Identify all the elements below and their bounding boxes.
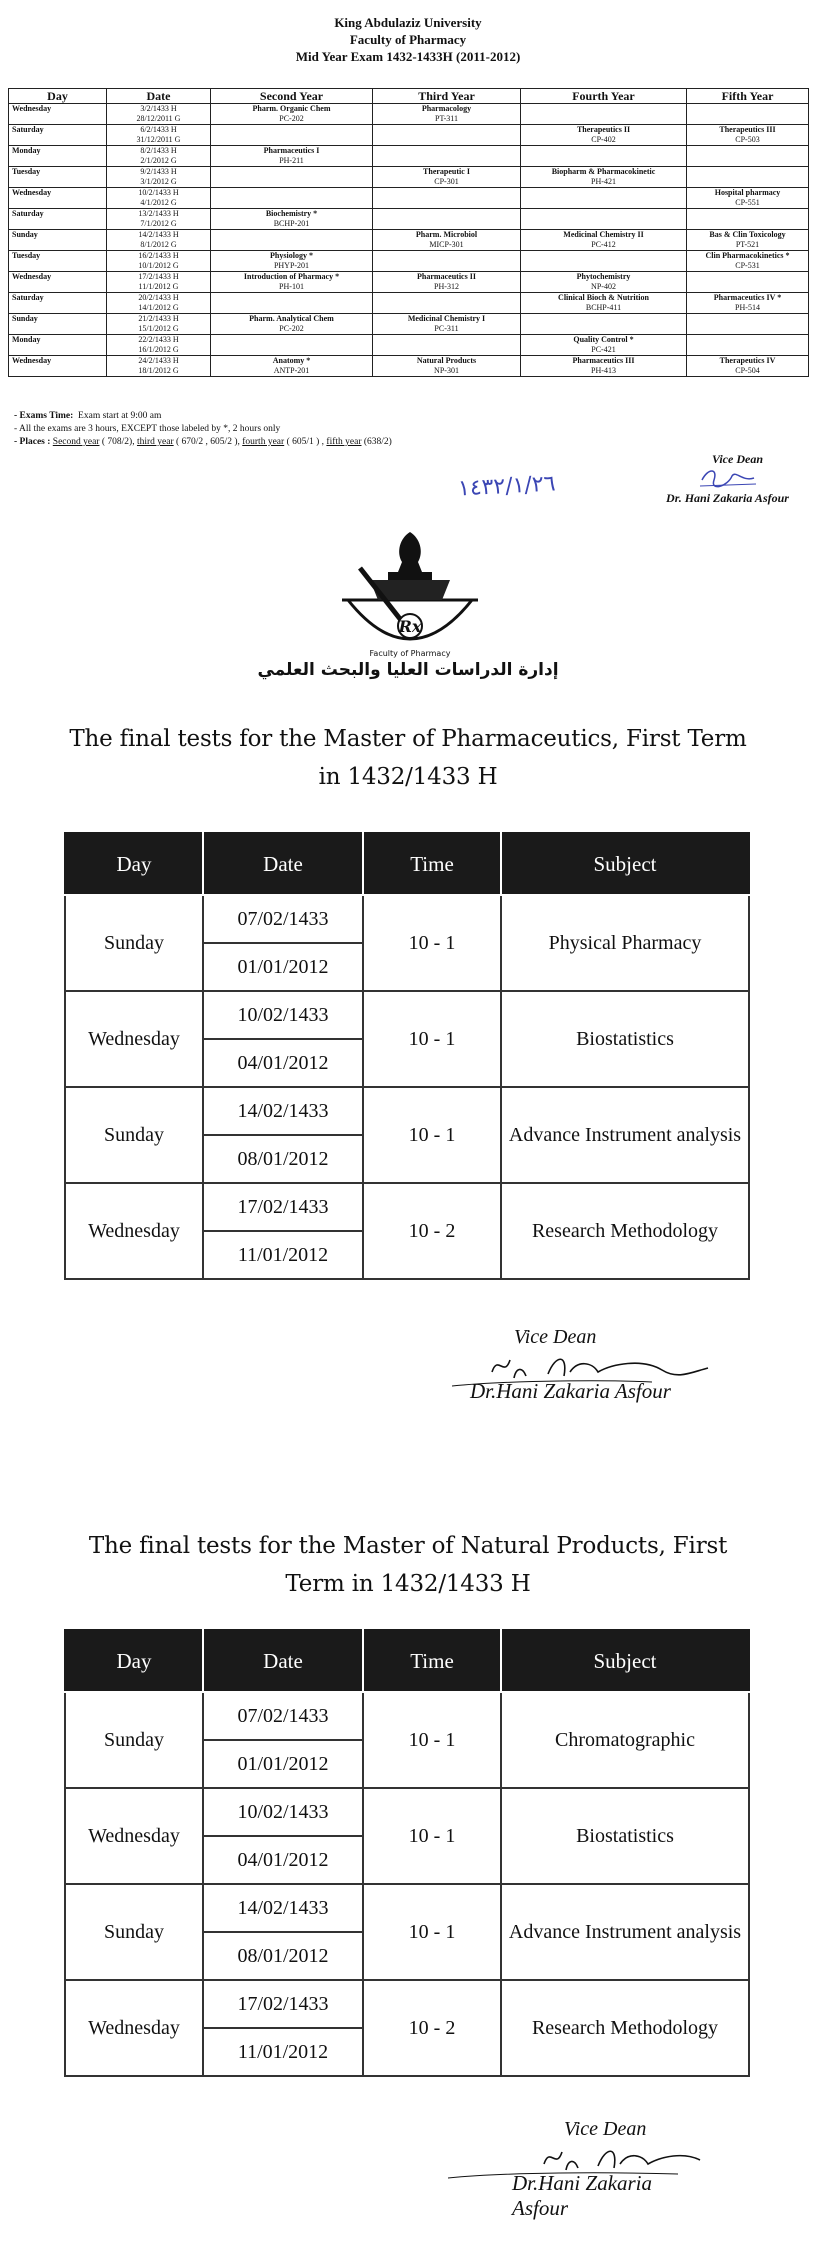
exam-cell-fourth bbox=[521, 167, 687, 188]
table-row bbox=[9, 314, 809, 335]
exam-cell-fourth bbox=[521, 293, 687, 314]
exam-code: PH-211 bbox=[279, 156, 304, 165]
exam-code: PC-202 bbox=[279, 114, 304, 123]
signature-scribble-icon bbox=[448, 2142, 710, 2182]
exam-cell-third bbox=[373, 209, 521, 230]
exam-cell-fourth bbox=[521, 209, 687, 230]
date-hijri: 17/02/1433 bbox=[203, 1183, 363, 1231]
logo-caption: Faculty of Pharmacy bbox=[369, 649, 451, 658]
exam-notes bbox=[14, 410, 392, 449]
table-row bbox=[65, 1692, 749, 1740]
header-subject: Subject bbox=[501, 833, 749, 895]
place-year: third year bbox=[136, 437, 174, 447]
exam-cell-fourth bbox=[521, 272, 687, 293]
pharmaceutics-title-line2: in 1432/1433 H bbox=[318, 764, 498, 790]
day-cell: Wednesday bbox=[65, 991, 203, 1087]
exam-code: PT-311 bbox=[435, 114, 458, 123]
exam-code: CP-503 bbox=[735, 135, 760, 144]
header-day: Day bbox=[9, 89, 107, 104]
exam-cell-fifth bbox=[687, 272, 809, 293]
exam-name: Bas & Clin Toxicology bbox=[709, 230, 786, 239]
time-cell: 10 - 2 bbox=[363, 1980, 501, 2076]
table-row bbox=[9, 335, 809, 356]
exam-cell-fourth bbox=[521, 104, 687, 125]
exam-name: Therapeutic I bbox=[423, 167, 470, 176]
date-cell bbox=[107, 335, 211, 356]
time-cell: 10 - 1 bbox=[363, 991, 501, 1087]
subject-cell: Advance Instrument analysis bbox=[501, 1087, 749, 1183]
table-row bbox=[9, 167, 809, 188]
date-gregorian: 10/1/2012 G bbox=[138, 261, 179, 270]
table-row bbox=[9, 188, 809, 209]
faculty-logo-icon bbox=[330, 528, 490, 664]
exam-cell-fifth bbox=[687, 335, 809, 356]
exam-code: BCHP-411 bbox=[585, 303, 622, 312]
table-row bbox=[65, 1087, 749, 1135]
exam-cell-second bbox=[211, 335, 373, 356]
header-second-year: Second Year bbox=[211, 89, 373, 104]
exam-cell-fourth bbox=[521, 356, 687, 377]
pharmaceutics-signature bbox=[452, 1326, 712, 1404]
date-cell bbox=[107, 230, 211, 251]
exam-code: PC-311 bbox=[434, 324, 459, 333]
subject-cell: Research Methodology bbox=[501, 1980, 749, 2076]
exam-cell-third bbox=[373, 188, 521, 209]
date-cell bbox=[107, 146, 211, 167]
mid-year-exam-table bbox=[8, 88, 809, 377]
date-gregorian: 04/01/2012 bbox=[203, 1039, 363, 1087]
exam-time-value: Exam start at 9:00 am bbox=[78, 411, 162, 421]
date-hijri: 16/2/1433 H bbox=[138, 251, 179, 260]
exam-name: Physiology * bbox=[270, 251, 313, 260]
exam-name: Anatomy * bbox=[272, 356, 311, 365]
exam-code: PH-421 bbox=[591, 177, 616, 186]
exam-name: Biochemistry * bbox=[265, 209, 318, 218]
date-gregorian: 15/1/2012 G bbox=[138, 324, 179, 333]
day-cell: Sunday bbox=[65, 1884, 203, 1980]
exam-name: Pharmaceutics I bbox=[263, 146, 320, 155]
time-cell: 10 - 1 bbox=[363, 1788, 501, 1884]
day-cell: Wednesday bbox=[9, 272, 107, 293]
natural-products-exam-table bbox=[64, 1629, 750, 2077]
exam-cell-second bbox=[211, 314, 373, 335]
date-gregorian: 16/1/2012 G bbox=[138, 345, 179, 354]
date-hijri: 13/2/1433 H bbox=[138, 209, 179, 218]
date-cell bbox=[107, 314, 211, 335]
table-row bbox=[65, 1183, 749, 1231]
exam-cell-second bbox=[211, 104, 373, 125]
day-cell: Saturday bbox=[9, 125, 107, 146]
subject-cell: Physical Pharmacy bbox=[501, 895, 749, 991]
time-cell: 10 - 1 bbox=[363, 1692, 501, 1788]
exam-name: Biopharm & Pharmacokinetic bbox=[551, 167, 656, 176]
exam-name: Pharm. Analytical Chem bbox=[249, 314, 334, 323]
exam-name: Pharm. Microbiol bbox=[415, 230, 478, 239]
exam-cell-fifth bbox=[687, 209, 809, 230]
subject-cell: Chromatographic bbox=[501, 1692, 749, 1788]
exam-name: Pharmaceutics IV * bbox=[713, 293, 782, 302]
date-gregorian: 01/01/2012 bbox=[203, 1740, 363, 1788]
exam-cell-third bbox=[373, 314, 521, 335]
date-gregorian: 04/01/2012 bbox=[203, 1836, 363, 1884]
table-row bbox=[9, 209, 809, 230]
exam-cell-second bbox=[211, 272, 373, 293]
pharmaceutics-title bbox=[0, 720, 816, 796]
day-cell: Monday bbox=[9, 335, 107, 356]
subject-cell: Research Methodology bbox=[501, 1183, 749, 1279]
date-cell bbox=[107, 293, 211, 314]
date-gregorian: 08/01/2012 bbox=[203, 1135, 363, 1183]
handwritten-date: ١٤٣٢/١/٢٦ bbox=[457, 471, 557, 502]
date-hijri: 9/2/1433 H bbox=[140, 167, 177, 176]
table-row bbox=[65, 895, 749, 943]
place-rooms: ( 708/2), bbox=[101, 437, 135, 447]
day-cell: Sunday bbox=[65, 1692, 203, 1788]
exam-code: CP-301 bbox=[434, 177, 459, 186]
date-hijri: 14/02/1433 bbox=[203, 1884, 363, 1932]
date-gregorian: 31/12/2011 G bbox=[136, 135, 181, 144]
exam-name: Clin Pharmacokinetics * bbox=[705, 251, 790, 260]
header-subject: Subject bbox=[501, 1630, 749, 1692]
place-rooms: ( 670/2 , 605/2 ), bbox=[176, 437, 240, 447]
exam-cell-second bbox=[211, 251, 373, 272]
exam-cell-second bbox=[211, 125, 373, 146]
signature-title: Vice Dean bbox=[514, 1326, 597, 1348]
date-gregorian: 01/01/2012 bbox=[203, 943, 363, 991]
day-cell: Wednesday bbox=[9, 104, 107, 125]
table-row bbox=[9, 104, 809, 125]
day-cell: Wednesday bbox=[65, 1183, 203, 1279]
exam-cell-third bbox=[373, 272, 521, 293]
exam-code: PHYP-201 bbox=[273, 261, 310, 270]
header-date: Date bbox=[203, 1630, 363, 1692]
date-hijri: 07/02/1433 bbox=[203, 1692, 363, 1740]
exam-cell-second bbox=[211, 146, 373, 167]
date-cell bbox=[107, 188, 211, 209]
date-hijri: 10/02/1433 bbox=[203, 1788, 363, 1836]
exam-name: Pharmacology bbox=[421, 104, 472, 113]
exam-duration-note: - All the exams are 3 hours, EXCEPT those labeled by *, 2 hours only bbox=[14, 424, 281, 434]
header-time: Time bbox=[363, 833, 501, 895]
exam-name: Pharm. Organic Chem bbox=[252, 104, 331, 113]
exam-cell-fourth bbox=[521, 125, 687, 146]
places-label: - Places : bbox=[14, 437, 51, 447]
document-header bbox=[0, 14, 816, 65]
signature-name: Dr. Hani Zakaria Asfour bbox=[666, 491, 789, 505]
date-hijri: 17/02/1433 bbox=[203, 1980, 363, 2028]
date-gregorian: 08/01/2012 bbox=[203, 1932, 363, 1980]
date-hijri: 6/2/1433 H bbox=[140, 125, 177, 134]
day-cell: Wednesday bbox=[65, 1980, 203, 2076]
signature-title: Vice Dean bbox=[564, 2118, 647, 2140]
exam-code: PH-413 bbox=[591, 366, 616, 375]
top-signature-block bbox=[640, 452, 815, 506]
exam-cell-second bbox=[211, 230, 373, 251]
date-gregorian: 14/1/2012 G bbox=[138, 303, 179, 312]
day-cell: Sunday bbox=[9, 314, 107, 335]
place-year: fourth year bbox=[242, 437, 285, 447]
day-cell: Monday bbox=[9, 146, 107, 167]
exam-cell-third bbox=[373, 104, 521, 125]
pharmaceutics-table-body bbox=[65, 895, 749, 1279]
time-cell: 10 - 1 bbox=[363, 895, 501, 991]
date-gregorian: 7/1/2012 G bbox=[140, 219, 177, 228]
exam-code: MICP-301 bbox=[429, 240, 464, 249]
exam-code: CP-504 bbox=[735, 366, 760, 375]
place-year: Second year bbox=[52, 437, 100, 447]
exam-name: Pharmaceutics II bbox=[417, 272, 476, 281]
signature-scribble-icon bbox=[452, 1350, 714, 1390]
exam-cell-fourth bbox=[521, 188, 687, 209]
date-cell bbox=[107, 104, 211, 125]
date-hijri: 10/2/1433 H bbox=[138, 188, 179, 197]
exam-cell-second bbox=[211, 356, 373, 377]
table-row bbox=[9, 251, 809, 272]
date-gregorian: 11/01/2012 bbox=[203, 1231, 363, 1279]
exam-code: PH-514 bbox=[735, 303, 760, 312]
exam-name: Phytochemistry bbox=[576, 272, 631, 281]
exam-cell-fifth bbox=[687, 293, 809, 314]
subject-cell: Biostatistics bbox=[501, 991, 749, 1087]
natural-products-signature bbox=[448, 2118, 708, 2221]
exam-cell-third bbox=[373, 146, 521, 167]
exam-cell-fifth bbox=[687, 125, 809, 146]
date-cell bbox=[107, 167, 211, 188]
exam-name: Therapeutics III bbox=[719, 125, 776, 134]
day-cell: Wednesday bbox=[9, 188, 107, 209]
signature-name: Dr.Hani Zakaria Asfour bbox=[470, 1379, 671, 1403]
date-gregorian: 28/12/2011 G bbox=[136, 114, 181, 123]
arabic-department-heading: إدارة الدراسات العليا والبحث العلمي bbox=[257, 660, 559, 680]
signature-name: Dr.Hani Zakaria Asfour bbox=[512, 2171, 653, 2220]
table-row bbox=[9, 272, 809, 293]
exam-cell-fifth bbox=[687, 146, 809, 167]
date-hijri: 21/2/1433 H bbox=[138, 314, 179, 323]
exam-cell-second bbox=[211, 293, 373, 314]
header-third-year: Third Year bbox=[373, 89, 521, 104]
time-cell: 10 - 2 bbox=[363, 1183, 501, 1279]
date-hijri: 24/2/1433 H bbox=[138, 356, 179, 365]
exam-name: Natural Products bbox=[416, 356, 477, 365]
date-cell bbox=[107, 356, 211, 377]
exam-cell-second bbox=[211, 188, 373, 209]
date-hijri: 22/2/1433 H bbox=[138, 335, 179, 344]
exam-cell-fifth bbox=[687, 104, 809, 125]
date-hijri: 07/02/1433 bbox=[203, 895, 363, 943]
header-date: Date bbox=[107, 89, 211, 104]
day-cell: Saturday bbox=[9, 293, 107, 314]
signature-scribble-icon bbox=[698, 466, 758, 490]
table-header-row bbox=[65, 833, 749, 895]
mid-year-table-body bbox=[9, 104, 809, 377]
exam-name: Medicinal Chemistry I bbox=[407, 314, 486, 323]
exam-code: PC-412 bbox=[591, 240, 616, 249]
exam-cell-third bbox=[373, 125, 521, 146]
date-cell bbox=[107, 272, 211, 293]
exam-name: Therapeutics II bbox=[576, 125, 631, 134]
subject-cell: Biostatistics bbox=[501, 1788, 749, 1884]
time-cell: 10 - 1 bbox=[363, 1884, 501, 1980]
exam-name: Medicinal Chemistry II bbox=[563, 230, 644, 239]
date-hijri: 14/02/1433 bbox=[203, 1087, 363, 1135]
date-cell bbox=[107, 251, 211, 272]
place-rooms: (638/2) bbox=[363, 437, 392, 447]
exam-cell-fourth bbox=[521, 314, 687, 335]
day-cell: Tuesday bbox=[9, 251, 107, 272]
date-gregorian: 2/1/2012 G bbox=[140, 156, 177, 165]
exam-cell-fifth bbox=[687, 188, 809, 209]
exam-cell-fifth bbox=[687, 314, 809, 335]
day-cell: Sunday bbox=[65, 1087, 203, 1183]
table-header-row bbox=[9, 89, 809, 104]
exam-cell-third bbox=[373, 167, 521, 188]
exam-cell-third bbox=[373, 251, 521, 272]
table-row bbox=[65, 1884, 749, 1932]
date-gregorian: 18/1/2012 G bbox=[138, 366, 179, 375]
exam-code: PC-421 bbox=[591, 345, 616, 354]
day-cell: Wednesday bbox=[65, 1788, 203, 1884]
table-row bbox=[65, 991, 749, 1039]
exam-cell-third bbox=[373, 230, 521, 251]
date-hijri: 14/2/1433 H bbox=[138, 230, 179, 239]
table-row bbox=[65, 1788, 749, 1836]
exam-code: CP-551 bbox=[735, 198, 760, 207]
exam-cell-fifth bbox=[687, 230, 809, 251]
exam-cell-fifth bbox=[687, 356, 809, 377]
exam-title: Mid Year Exam 1432-1433H (2011-2012) bbox=[295, 49, 521, 64]
time-cell: 10 - 1 bbox=[363, 1087, 501, 1183]
date-hijri: 20/2/1433 H bbox=[138, 293, 179, 302]
pharmaceutics-exam-table bbox=[64, 832, 750, 1280]
day-cell: Sunday bbox=[9, 230, 107, 251]
date-hijri: 10/02/1433 bbox=[203, 991, 363, 1039]
exam-name: Introduction of Pharmacy * bbox=[243, 272, 340, 281]
subject-cell: Advance Instrument analysis bbox=[501, 1884, 749, 1980]
date-gregorian: 8/1/2012 G bbox=[140, 240, 177, 249]
logo-rx: Rx bbox=[398, 617, 422, 636]
day-cell: Sunday bbox=[65, 895, 203, 991]
date-cell bbox=[107, 125, 211, 146]
exam-code: PT-521 bbox=[735, 240, 760, 249]
place-rooms: ( 605/1 ) , bbox=[286, 437, 325, 447]
date-gregorian: 11/01/2012 bbox=[203, 2028, 363, 2076]
natural-products-title bbox=[0, 1527, 816, 1603]
exam-name: Clinical Bioch & Nutrition bbox=[558, 293, 649, 302]
day-cell: Saturday bbox=[9, 209, 107, 230]
date-cell bbox=[107, 209, 211, 230]
table-header-row bbox=[65, 1630, 749, 1692]
faculty-name: Faculty of Pharmacy bbox=[349, 32, 467, 47]
exam-name: Pharmaceutics III bbox=[572, 356, 635, 365]
exam-cell-second bbox=[211, 167, 373, 188]
exam-cell-third bbox=[373, 293, 521, 314]
exam-cell-third bbox=[373, 335, 521, 356]
table-row bbox=[9, 356, 809, 377]
exam-code: ANTP-201 bbox=[273, 366, 310, 375]
exam-cell-fourth bbox=[521, 146, 687, 167]
table-row bbox=[9, 293, 809, 314]
table-row bbox=[65, 1980, 749, 2028]
exam-code: BCHP-201 bbox=[273, 219, 310, 228]
exam-code: CP-402 bbox=[591, 135, 616, 144]
exam-code: NP-402 bbox=[591, 282, 616, 291]
pharmaceutics-title-line1: The final tests for the Master of Pharmaceutics, First Term bbox=[69, 726, 747, 752]
header-day: Day bbox=[65, 833, 203, 895]
header-fifth-year: Fifth Year bbox=[687, 89, 809, 104]
exam-cell-fourth bbox=[521, 251, 687, 272]
exam-name: Hospital pharmacy bbox=[714, 188, 781, 197]
date-hijri: 8/2/1433 H bbox=[140, 146, 177, 155]
exam-code: CP-531 bbox=[735, 261, 760, 270]
date-hijri: 17/2/1433 H bbox=[138, 272, 179, 281]
exam-cell-fifth bbox=[687, 167, 809, 188]
natural-products-title-line1: The final tests for the Master of Natural Products, First bbox=[88, 1533, 728, 1559]
exam-time-label: - Exams Time: bbox=[14, 411, 74, 421]
exam-name: Quality Control * bbox=[573, 335, 634, 344]
university-name: King Abdulaziz University bbox=[334, 15, 482, 30]
exam-code: NP-301 bbox=[434, 366, 459, 375]
table-row bbox=[9, 146, 809, 167]
table-row bbox=[9, 125, 809, 146]
header-time: Time bbox=[363, 1630, 501, 1692]
header-fourth-year: Fourth Year bbox=[521, 89, 687, 104]
table-row bbox=[9, 230, 809, 251]
exam-cell-third bbox=[373, 356, 521, 377]
day-cell: Wednesday bbox=[9, 356, 107, 377]
place-year: fifth year bbox=[326, 437, 362, 447]
exam-cell-fourth bbox=[521, 230, 687, 251]
header-day: Day bbox=[65, 1630, 203, 1692]
exam-code: PC-202 bbox=[279, 324, 304, 333]
exam-cell-fifth bbox=[687, 251, 809, 272]
date-hijri: 3/2/1433 H bbox=[140, 104, 177, 113]
day-cell: Tuesday bbox=[9, 167, 107, 188]
exam-cell-fourth bbox=[521, 335, 687, 356]
date-gregorian: 11/1/2012 G bbox=[138, 282, 179, 291]
date-gregorian: 4/1/2012 G bbox=[140, 198, 177, 207]
natural-products-title-line2: Term in 1432/1433 H bbox=[285, 1571, 531, 1597]
signature-title: Vice Dean bbox=[712, 452, 763, 466]
exam-code: PH-312 bbox=[434, 282, 459, 291]
exam-cell-second bbox=[211, 209, 373, 230]
exam-name: Therapeutics IV bbox=[719, 356, 776, 365]
header-date: Date bbox=[203, 833, 363, 895]
exam-code: PH-101 bbox=[279, 282, 304, 291]
natural-products-table-body bbox=[65, 1692, 749, 2076]
date-gregorian: 3/1/2012 G bbox=[140, 177, 177, 186]
